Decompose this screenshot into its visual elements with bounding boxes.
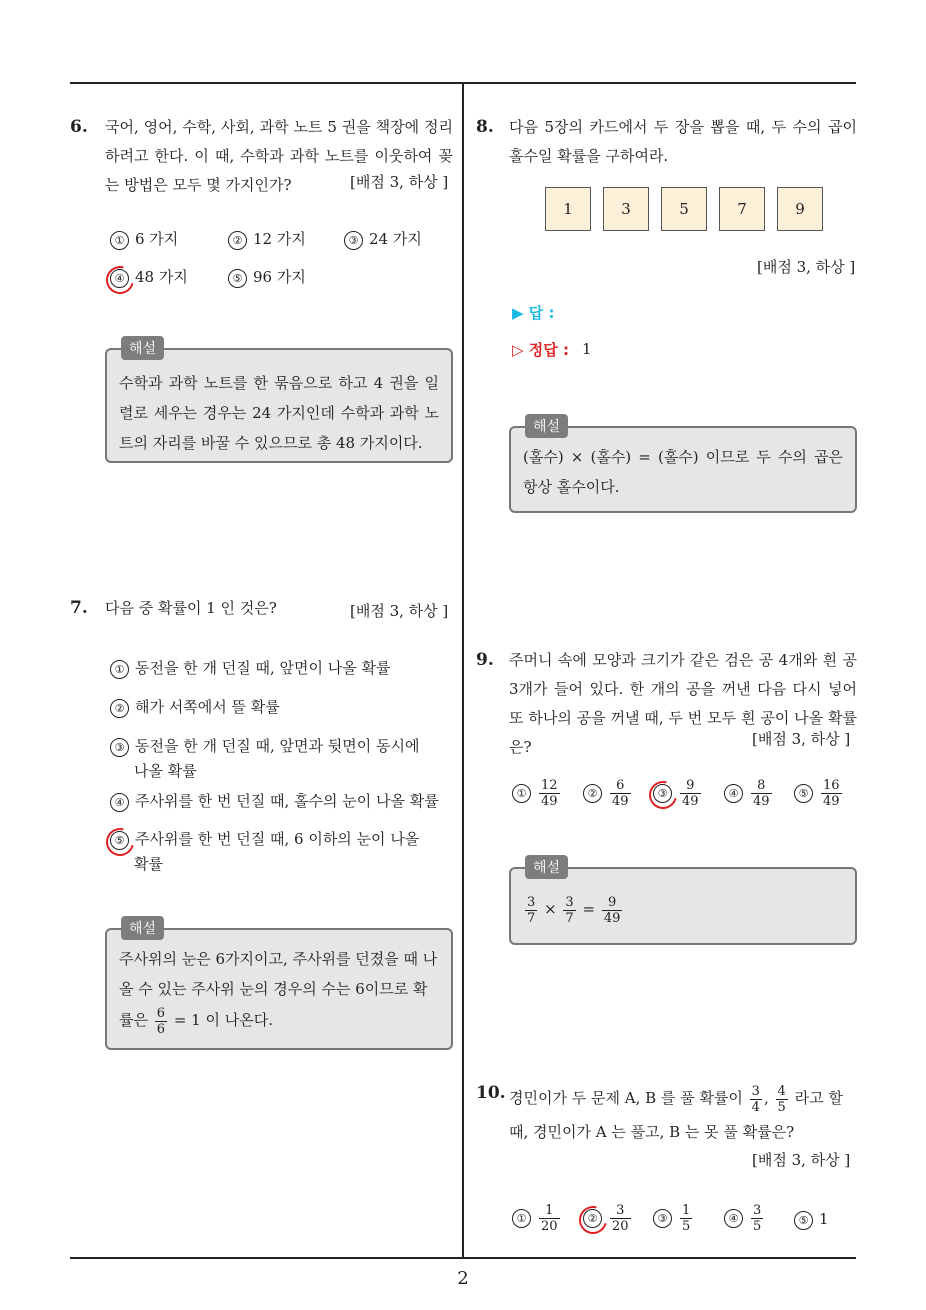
option-4[interactable] [110,788,439,814]
numerator: 3 [565,894,574,910]
denominator: 20 [541,1219,558,1234]
numerator: 16 [823,778,840,793]
question-text-line-2: 때, 경민이가 A 는 풀고, B 는 못 풀 확률은? [509,1123,795,1141]
score-label: [배점 3, 하상 ] [752,1151,851,1169]
question-text: 주머니 속에 모양과 크기가 같은 검은 공 4개와 흰 공 3개가 들어 있다. 한 개의 공을 꺼낸 다음 다시 넣어 또 하나의 공을 꺼낼 때, 두 번 모두 흰 공이 나올 확률은? [509,651,857,756]
numerator: 8 [751,778,772,794]
answer-circle-icon [644,776,682,814]
denominator: 49 [682,794,699,809]
explanation-text: 수학과 과학 노트를 한 묶음으로 하고 4 권을 일렬로 세우는 경우는 24 가지인데 수학과 과학 노트의 자리를 바꿀 수 있으므로 총 48 가지이다. [119,374,439,452]
option-mark: ④ [110,793,129,812]
option-2[interactable] [110,694,280,720]
option-3[interactable] [653,1203,694,1234]
fraction [610,1203,631,1234]
option-3[interactable] [344,226,422,252]
option-2[interactable] [583,778,633,809]
option-mark: ⑤ [794,1211,813,1230]
explanation-text: (홀수) × (홀수) = (홀수) 이므로 두 수의 곱은 항상 홀수이다. [523,448,843,496]
option-text: 48 가지 [135,268,188,286]
explanation-tag: 해설 [525,855,568,879]
numerator: 4 [777,1083,786,1099]
option-mark: ④ [724,1209,743,1228]
option-1[interactable] [512,1203,562,1234]
question-number: 10. [476,1083,506,1103]
option-2[interactable] [228,226,306,252]
numerator: 1 [682,1203,691,1218]
denominator: 49 [541,794,558,809]
option-1[interactable] [512,778,562,809]
explanation-line-3 [119,1000,439,1040]
correct-answer-value: 1 [582,340,592,358]
option-mark: ④ [724,784,743,803]
question-text: 국어, 영어, 수학, 사회, 과학 노트 5 권을 책장에 정리하려고 한다. 이 때, 수학과 과학 노트를 이웃하여 꽂는 방법은 모두 몇 가지인가? [105,118,453,194]
option-3-continued: 나올 확률 [134,762,197,780]
denominator: 5 [753,1219,762,1234]
page-number: 2 [457,1268,469,1289]
option-mark: ① [110,660,129,679]
numerator: 6 [610,778,631,794]
score-label: [배점 3, 하상 ] [350,602,449,620]
fraction [610,778,631,809]
question-number: 6. [70,117,88,137]
explanation-formula [523,889,843,929]
operator: = [582,900,596,918]
option-mark [110,831,129,850]
fraction [751,1203,763,1234]
explanation-tag: 해설 [525,414,568,438]
option-1[interactable] [110,226,178,252]
denominator: 20 [612,1219,629,1234]
text: 라고 할 [794,1089,843,1107]
card: 7 [719,187,765,231]
option-mark: ⑤ [794,784,813,803]
option-mark-text: ② [587,1212,598,1225]
denominator: 5 [682,1219,691,1234]
numerator: 1 [539,1203,560,1219]
option-4[interactable] [724,1203,765,1234]
option-mark: ① [512,1209,531,1228]
option-text: 6 가지 [135,230,179,248]
denominator: 49 [612,794,629,809]
numerator: 3 [610,1203,631,1219]
option-mark: ① [512,784,531,803]
denominator: 7 [565,910,574,926]
fraction [563,895,575,926]
explanation-box [105,921,453,1050]
operator: × [544,900,557,918]
option-text: 동전을 한 개 던질 때, 앞면과 뒷면이 동시에 [135,737,420,755]
option-mark: ② [110,699,129,718]
option-mark: ② [583,784,602,803]
question-text: 다음 5장의 카드에서 두 장을 뽑을 때, 두 수의 곱이 홀수일 확률을 구하여라. [509,118,857,165]
option-3[interactable] [110,733,419,759]
numerator: 6 [156,1005,166,1021]
option-text: 주사위를 한 번 던질 때, 6 이하의 눈이 나올 [135,830,420,848]
question-number: 7. [70,598,88,618]
card: 3 [603,187,649,231]
explanation-box [509,860,857,945]
numerator: 9 [680,778,701,794]
option-4[interactable] [724,778,774,809]
fraction [602,895,623,926]
question-text: 다음 중 확률이 1 인 것은? [105,599,277,617]
option-text: 해가 서쪽에서 뜰 확률 [135,698,280,716]
fraction [821,778,842,809]
fraction [750,1084,762,1115]
fraction [680,1203,692,1234]
denominator: 7 [527,910,536,926]
correct-answer-label: ▷ 정답 : [512,341,569,359]
denominator: 49 [823,794,840,809]
option-4[interactable] [110,264,188,290]
bottom-rule [70,1257,856,1259]
option-mark: ③ [110,738,129,757]
score-label: [배점 3, 하상 ] [752,730,851,748]
option-mark: ① [110,231,129,250]
option-mark: ② [228,231,247,250]
answer-label: ▶ 답 : [512,304,555,322]
option-5[interactable] [110,826,419,852]
numerator: 9 [602,895,623,911]
fraction [680,778,701,809]
option-text: 1 [819,1210,829,1228]
option-text: 96 가지 [253,268,306,286]
card: 9 [777,187,823,231]
fraction [155,1006,167,1037]
denominator: 6 [156,1021,166,1037]
fraction [539,1203,560,1234]
explanation-tag: 해설 [121,916,164,940]
fraction [776,1084,788,1115]
explanation-box [509,419,857,513]
explanation-tag: 해설 [121,336,164,360]
option-text: 주사위를 한 번 던질 때, 홀수의 눈이 나올 확률 [135,792,439,810]
option-5[interactable] [794,1206,829,1232]
option-mark-text: ④ [114,271,125,285]
option-mark: ③ [653,1209,672,1228]
denominator: 5 [777,1099,786,1115]
column-divider [462,82,464,1259]
explanation-line-1: 주사위의 눈은 6가지이고, 주사위를 던졌을 때 나 [119,950,438,968]
question-text-line-1 [509,1078,857,1118]
numerator: 3 [751,1083,760,1099]
option-mark [583,1209,602,1228]
denominator: 49 [603,910,621,926]
text: , [763,1089,769,1107]
text: 경민이가 두 문제 A, B 를 풀 확률이 [509,1089,743,1107]
question-number: 9. [476,650,494,670]
option-5-continued: 확률 [134,855,163,873]
option-2[interactable] [583,1203,633,1234]
option-mark-text: ③ [657,787,668,800]
option-5[interactable] [228,264,306,290]
option-text: 24 가지 [369,230,422,248]
card: 5 [661,187,707,231]
option-3[interactable] [653,778,703,809]
question-number: 8. [476,117,494,137]
numerator: 3 [753,1203,762,1218]
option-mark [653,784,672,803]
answer-circle-icon [101,260,139,298]
text: 률은 [119,1011,148,1029]
card: 1 [545,187,591,231]
denominator: 49 [753,794,770,809]
fraction [539,778,560,809]
option-text: 동전을 한 개 던질 때, 앞면이 나올 확률 [135,659,391,677]
option-mark: ③ [344,231,363,250]
option-5[interactable] [794,778,844,809]
option-mark-text: ⑤ [114,833,125,847]
explanation-line-2: 올 수 있는 주사위 눈의 경우의 수는 6이므로 확 [119,980,428,998]
score-label: [배점 3, 하상 ] [350,173,449,191]
option-1[interactable] [110,655,391,681]
explanation-box [105,341,453,463]
numerator: 12 [541,778,558,793]
answer-circle-icon [574,1201,612,1239]
text: = 1 이 나온다. [173,1011,273,1029]
option-mark: ⑤ [228,269,247,288]
option-mark [110,269,129,288]
score-label: [배점 3, 하상 ] [757,258,856,276]
denominator: 4 [751,1099,760,1115]
fraction [751,778,772,809]
fraction [525,895,537,926]
numerator: 3 [527,894,536,910]
option-text: 12 가지 [253,230,306,248]
